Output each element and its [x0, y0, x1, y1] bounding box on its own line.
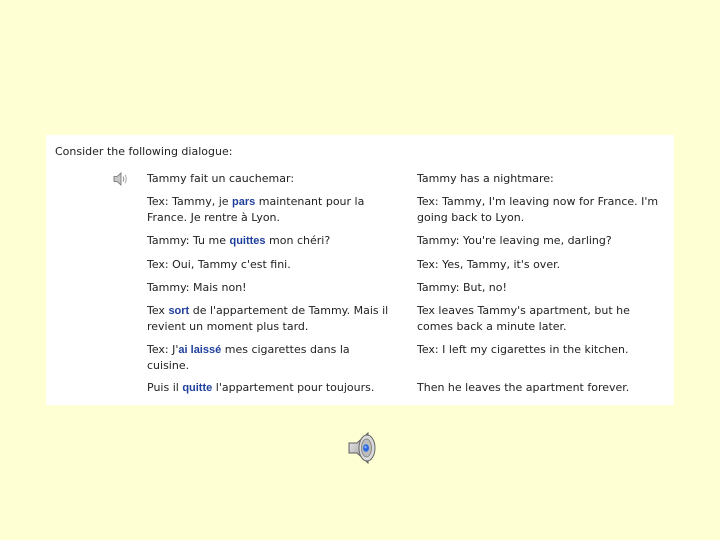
french-text: Tex: Oui, Tammy c'est fini.	[147, 258, 291, 271]
highlighted-verb: ai laissé	[178, 344, 222, 356]
french-line	[147, 257, 392, 273]
french-text: Tammy: Tu me	[147, 234, 230, 247]
french-text: de l'appartement de Tammy. Mais il revient un moment plus tard.	[147, 304, 389, 333]
french-line	[147, 280, 392, 296]
english-line: Tammy has a nightmare:	[417, 172, 554, 185]
french-line	[147, 171, 392, 187]
speaker-play-icon[interactable]	[348, 431, 380, 465]
french-text: Tex: Tammy, je	[147, 195, 233, 208]
english-line: Tex: Tammy, I'm leaving now for France. I'm going back to Lyon.	[417, 195, 659, 224]
french-line	[147, 303, 392, 335]
french-text: Tex	[147, 304, 169, 317]
french-text: Puis il	[147, 381, 183, 394]
french-text: Tammy fait un cauchemar:	[147, 172, 295, 185]
french-text: Tex: J'	[147, 343, 179, 356]
english-line: Tex: Yes, Tammy, it's over.	[417, 258, 561, 271]
highlighted-verb: pars	[232, 196, 256, 208]
dialogue-panel	[46, 135, 674, 405]
french-text: mon chéri?	[265, 234, 331, 247]
english-line: Tex leaves Tammy's apartment, but he comes back a minute later.	[417, 304, 630, 333]
french-text: maintenant pour la France. Je rentre à Lyon.	[147, 195, 365, 224]
english-line: Tammy: You're leaving me, darling?	[417, 234, 612, 247]
french-line	[147, 380, 392, 396]
highlighted-verb: quitte	[182, 382, 213, 394]
english-line: Tex: I left my cigarettes in the kitchen.	[417, 343, 629, 356]
french-text: l'appartement pour toujours.	[212, 381, 375, 394]
english-line: Tammy: But, no!	[417, 281, 507, 294]
english-line: Then he leaves the apartment forever.	[417, 381, 630, 394]
french-text: Tammy: Mais non!	[147, 281, 247, 294]
highlighted-verb: sort	[168, 305, 190, 317]
french-line	[147, 342, 392, 374]
french-line	[147, 194, 392, 226]
highlighted-verb: quittes	[229, 235, 266, 247]
french-text: mes cigarettes dans la cuisine.	[147, 343, 350, 372]
french-line	[147, 233, 392, 249]
intro-text: Consider the following dialogue:	[55, 145, 233, 158]
speaker-icon[interactable]	[113, 171, 129, 185]
